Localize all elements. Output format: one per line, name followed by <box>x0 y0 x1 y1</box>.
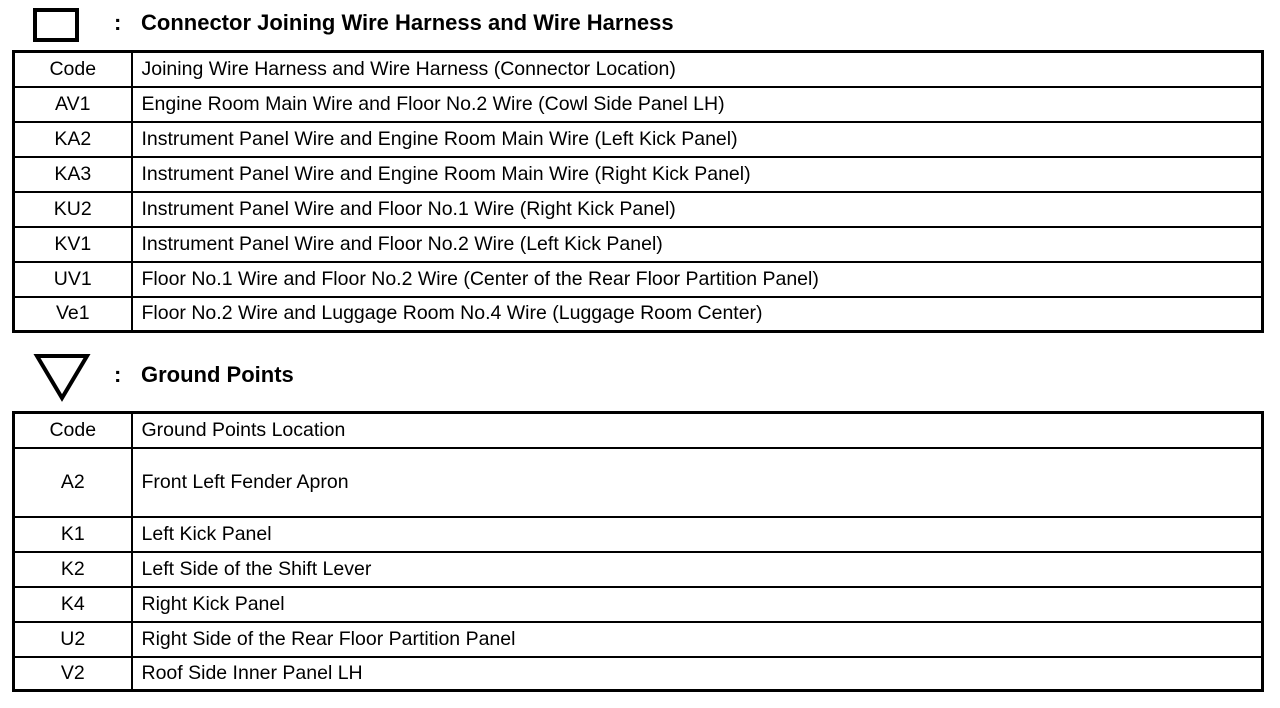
row-code: U2 <box>14 622 132 657</box>
row-code: K4 <box>14 587 132 622</box>
row-code: K1 <box>14 517 132 552</box>
table-row <box>14 587 1263 622</box>
code-column-header: Code <box>14 413 132 448</box>
row-location: Instrument Panel Wire and Floor No.2 Wire (Left Kick Panel) <box>132 227 1263 262</box>
table-row <box>14 227 1263 262</box>
connector-section-heading <box>0 2 1280 42</box>
table-row <box>14 552 1263 587</box>
location-column-header: Joining Wire Harness and Wire Harness (Connector Location) <box>132 52 1263 87</box>
row-code: KV1 <box>14 227 132 262</box>
table-header-row <box>14 413 1263 448</box>
row-code: K2 <box>14 552 132 587</box>
row-code: V2 <box>14 657 132 691</box>
table-row <box>14 192 1263 227</box>
row-location: Instrument Panel Wire and Engine Room Main Wire (Right Kick Panel) <box>132 157 1263 192</box>
location-column-header: Ground Points Location <box>132 413 1263 448</box>
row-location: Left Kick Panel <box>132 517 1263 552</box>
table-row <box>14 448 1263 517</box>
triangle-down-outline-icon <box>33 352 93 404</box>
table-row <box>14 517 1263 552</box>
table-row <box>14 122 1263 157</box>
row-location: Instrument Panel Wire and Engine Room Main Wire (Left Kick Panel) <box>132 122 1263 157</box>
table-row <box>14 87 1263 122</box>
ground-section-heading <box>0 352 1280 392</box>
row-location: Floor No.1 Wire and Floor No.2 Wire (Center of the Rear Floor Partition Panel) <box>132 262 1263 297</box>
connector-table <box>12 50 1264 333</box>
table-row <box>14 657 1263 691</box>
row-code: UV1 <box>14 262 132 297</box>
table-header-row <box>14 52 1263 87</box>
row-code: Ve1 <box>14 297 132 332</box>
heading-colon: : <box>114 362 122 387</box>
row-code: A2 <box>14 448 132 517</box>
row-location: Front Left Fender Apron <box>132 448 1263 517</box>
connector-section-title: Connector Joining Wire Harness and Wire Harness <box>141 10 674 35</box>
ground-section-title: Ground Points <box>141 362 294 387</box>
row-location: Floor No.2 Wire and Luggage Room No.4 Wire (Luggage Room Center) <box>132 297 1263 332</box>
row-location: Instrument Panel Wire and Floor No.1 Wire (Right Kick Panel) <box>132 192 1263 227</box>
row-code: KA3 <box>14 157 132 192</box>
ground-points-table <box>12 411 1264 692</box>
row-location: Roof Side Inner Panel LH <box>132 657 1263 691</box>
row-code: KA2 <box>14 122 132 157</box>
table-row <box>14 297 1263 332</box>
square-outline-icon <box>33 8 81 44</box>
row-location: Engine Room Main Wire and Floor No.2 Wire (Cowl Side Panel LH) <box>132 87 1263 122</box>
row-location: Left Side of the Shift Lever <box>132 552 1263 587</box>
table-row <box>14 622 1263 657</box>
heading-colon: : <box>114 10 122 35</box>
table-row <box>14 157 1263 192</box>
row-location: Right Kick Panel <box>132 587 1263 622</box>
row-code: KU2 <box>14 192 132 227</box>
table-row <box>14 262 1263 297</box>
row-location: Right Side of the Rear Floor Partition Panel <box>132 622 1263 657</box>
code-column-header: Code <box>14 52 132 87</box>
row-code: AV1 <box>14 87 132 122</box>
